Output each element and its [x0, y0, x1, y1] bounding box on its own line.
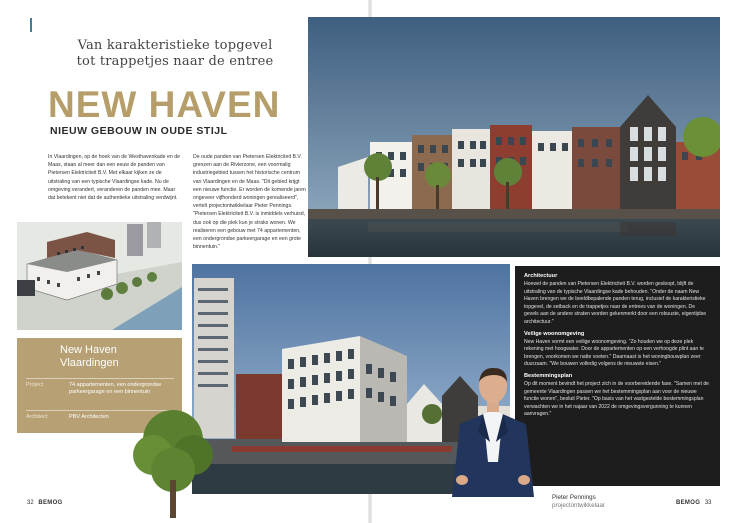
intro-paragraph: In Vlaardingen, op de hoek van de Westhavenkade en de Maas, staan al meer dan een eeuw de panden van Pietersen Elektriciteit B.V. Met elkaar kijken ze de uitstraling van een typische Vlaardingse kade. Nu de omgeving verandert, veranderen de panden mee. Maar dat betekent niet dat de authentieke uitstraling verdwijnt. — [48, 154, 180, 202]
article-subtitle: NIEUW GEBOUW IN OUDE STIJL — [50, 125, 228, 137]
accent-bar — [30, 18, 32, 32]
info-project-value: 74 appartementen, een ondergrondse parkeergarage en een binnentuin — [69, 382, 162, 395]
info-title-line-1: New Haven — [60, 344, 117, 356]
info-architect-value: PBV Architecten — [69, 414, 109, 420]
section-text: Hoewel de panden van Pietersen Elektriciteit B.V. worden gesloopt, blijft de uitstraling van de typische Vlaardingse kade behouden. "Onder de naam New Haven brengen we de beeldbepalende panden terug, inclusief de karakteristieke topgevel, de setback en de trappetjes naar de entrees van de woningen. De gevels aan de andere straten worden gekenmerkt door een robuuste, eigentijdse architectuur." — [524, 281, 707, 325]
hero-rendering-image — [308, 17, 720, 257]
heading-line-1: Van karakteristieke topgevel — [77, 38, 273, 53]
section-heading: Bestemmingsplan — [524, 372, 573, 379]
footer-left — [27, 500, 63, 506]
section-text: Op dit moment bevindt het project zich in de voorbereidende fase. "Samen met de gemeente Vlaardingen passen we het bestemmingsplan aan voor de nieuwe functie wonen", besluit Pieter. "Op basis van het vastgestelde bestemmingsplan verwachten we in het najaar van 2022 de omgevingsvergunning te kunnen aanvragen." — [524, 380, 710, 418]
article-title: NEW HAVEN — [48, 84, 281, 125]
section-heading: Veilige woonomgeving — [524, 330, 585, 337]
info-architect-label: Architect — [26, 414, 48, 420]
aerial-rendering-image — [17, 222, 182, 330]
footer-right — [676, 500, 712, 506]
photo-caption-role: projectontwikkelaar — [552, 502, 605, 509]
tree-image — [128, 400, 218, 518]
page-number: 32 — [27, 500, 34, 506]
section-heading: Architectuur — [524, 273, 558, 279]
portrait-photo — [438, 362, 548, 497]
info-title-line-2: Vlaardingen — [60, 357, 119, 369]
info-project-label: Project — [26, 382, 44, 388]
heading-line-2: tot trappetjes naar de entree — [76, 54, 274, 69]
section-text: New Haven vormt een veilige woonomgeving. "Zo houden we op deze plek rekening met hoogwater. Door de appartementen op een verhoogde plint aan te brengen, voorkomen we natte voeten." Daarnaast is het woningbouwplan zeer duurzaam. "We bouwen volledig volgens de nieuwste eisen." — [524, 338, 704, 368]
magazine-brand: BEMOG — [38, 500, 63, 506]
magazine-brand: BEMOG — [676, 500, 701, 506]
photo-caption-name: Pieter Pennings — [552, 494, 596, 501]
info-divider — [26, 378, 174, 379]
body-paragraph: De oude panden van Pietersen Elektriciteit B.V. grenzen aan de Rivierzone, een voormalig industriegebied tussen het historische centrum van Vlaardingen en de Maas. "Dit gebied krijgt een nieuwe functie. Er worden de komende jaren ongeveer vijfhonderd woningen gerealiseerd", vertelt projectontwikkelaar Pieter Pennings. "Pietersen Elektriciteit B.V. is inmiddels verhuisd, dus ook op die plek kun je straks wonen. We realiseren een gebouw met 74 appartementen, een ondergrondse parkeergarage en een grote binnentuin." — [193, 154, 306, 251]
page-number: 33 — [704, 500, 712, 506]
